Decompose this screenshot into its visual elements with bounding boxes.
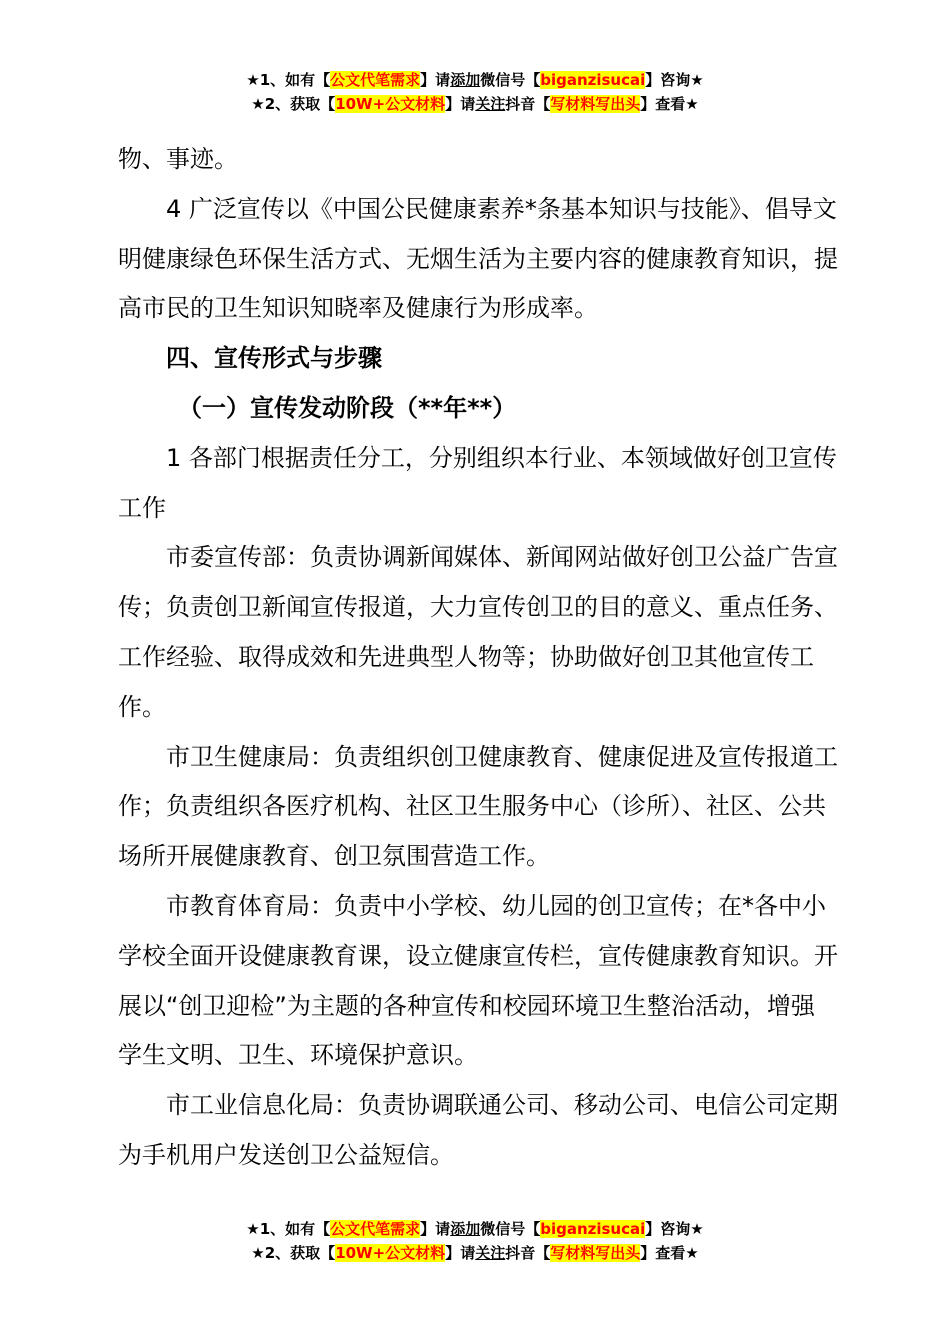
- section-heading: 四、宣传形式与步骤: [166, 344, 382, 373]
- banner-text: ★1、如有【: [246, 71, 331, 89]
- paragraph: 4 广泛宣传以《中国公民健康素养*条基本知识与技能》、倡导文明健康绿色环保生活方式、无烟生活为主要内容的健康教育知识，提高市民的卫生知识知晓率及健康行为形成率。: [118, 194, 838, 323]
- banner-text: 微信号【: [480, 1220, 541, 1238]
- banner-line-2: [0, 1241, 950, 1265]
- banner-text: 抖音【: [505, 95, 551, 113]
- banner-text: ★2、获取【: [251, 95, 336, 113]
- document-body: [118, 135, 838, 1181]
- underlined-text: 关注: [475, 95, 506, 113]
- banner-line-1: [0, 68, 950, 92]
- banner-text: 抖音【: [505, 1244, 551, 1262]
- underlined-text: 关注: [475, 1244, 506, 1262]
- banner-line-2: [0, 92, 950, 116]
- banner-text: 】查看★: [640, 95, 699, 113]
- paragraph: 市教育体育局：负责中小学校、幼儿园的创卫宣传；在*各中小学校全面开设健康教育课，设立健康宣传栏，宣传健康教育知识。开展以“创卫迎检”为主题的各种宣传和校园环境卫生整治活动，增强学生文明、卫生、环境保护意识。: [118, 891, 838, 1070]
- underlined-text: 添加: [450, 1220, 481, 1238]
- subsection-heading: （一）宣传发动阶段（**年**）: [178, 393, 517, 422]
- highlight-text: 公文代笔需求: [330, 71, 421, 89]
- highlight-text: 10W+公文材料: [335, 1244, 446, 1262]
- paragraph: 市委宣传部：负责协调新闻媒体、新闻网站做好创卫公益广告宣传；负责创卫新闻宣传报道，大力宣传创卫的目的意义、重点任务、工作经验、取得成效和先进典型人物等；协助做好创卫其他宣传工作。: [118, 543, 838, 721]
- banner-text: 】请: [445, 1244, 476, 1262]
- underlined-text: 添加: [450, 71, 481, 89]
- highlight-text: biganzisucai: [540, 1220, 646, 1238]
- banner-text: ★1、如有【: [246, 1220, 331, 1238]
- banner-text: 】咨询★: [645, 1220, 704, 1238]
- header-banner: [0, 68, 950, 116]
- banner-text: 】请: [420, 71, 451, 89]
- banner-text: 微信号【: [480, 71, 541, 89]
- highlight-text: 公文代笔需求: [330, 1220, 421, 1238]
- banner-text: ★2、获取【: [251, 1244, 336, 1262]
- banner-text: 】查看★: [640, 1244, 699, 1262]
- footer-banner: [0, 1217, 950, 1265]
- highlight-text: 写材料写出头: [550, 1244, 641, 1262]
- highlight-text: 10W+公文材料: [335, 95, 446, 113]
- banner-text: 】请: [445, 95, 476, 113]
- highlight-text: biganzisucai: [540, 71, 646, 89]
- banner-text: 】咨询★: [645, 71, 704, 89]
- paragraph: 市工业信息化局：负责协调联通公司、移动公司、电信公司定期为手机用户发送创卫公益短信。: [118, 1091, 838, 1169]
- paragraph: 1 各部门根据责任分工，分别组织本行业、本领域做好创卫宣传工作: [118, 443, 837, 522]
- banner-text: 】请: [420, 1220, 451, 1238]
- paragraph: 市卫生健康局：负责组织创卫健康教育、健康促进及宣传报道工作；负责组织各医疗机构、社区卫生服务中心（诊所）、社区、公共场所开展健康教育、创卫氛围营造工作。: [118, 742, 838, 871]
- banner-line-1: [0, 1217, 950, 1241]
- highlight-text: 写材料写出头: [550, 95, 641, 113]
- paragraph: 物、事迹。: [118, 145, 238, 173]
